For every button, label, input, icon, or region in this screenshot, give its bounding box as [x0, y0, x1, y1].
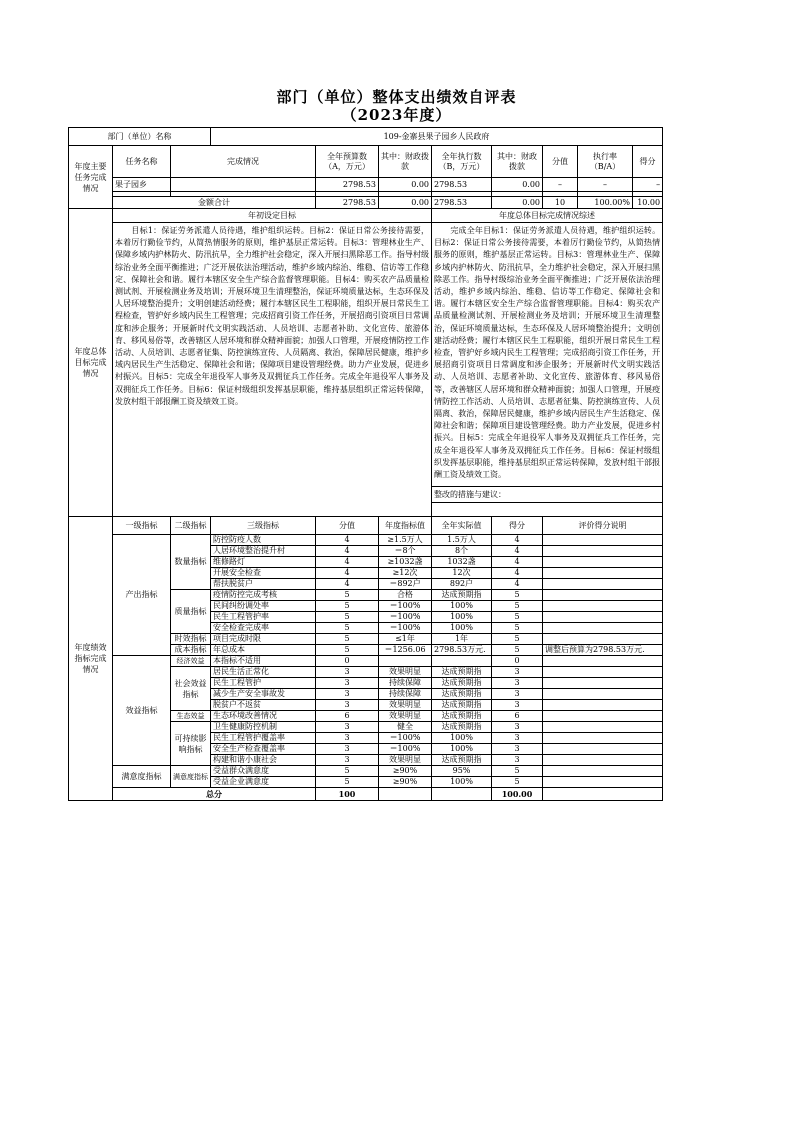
indicator-points: 5 [492, 590, 543, 601]
indicator-note [543, 546, 663, 557]
l2-label: 时效指标 [171, 634, 211, 645]
indicator-note [543, 590, 663, 601]
indicator-row [69, 656, 663, 667]
indicator-name: 疫情防控完成考核 [211, 590, 316, 601]
rectify-label: 整改的措施与建议： [432, 487, 663, 503]
indicator-actual: 95% [432, 766, 492, 777]
summary-row [69, 788, 663, 801]
indicator-score: 5 [316, 777, 379, 788]
indicator-note [543, 601, 663, 612]
dept-name: 109-金寨县果子园乡人民政府 [211, 128, 663, 146]
indicator-target: ＝100% [379, 623, 432, 634]
indicator-points: 6 [492, 711, 543, 722]
performance-table [68, 127, 663, 801]
indicator-score: 4 [316, 546, 379, 557]
indicator-note [543, 656, 663, 667]
summary-points: 100.00 [492, 788, 543, 801]
indicator-score: 5 [316, 601, 379, 612]
indicator-name: 民生工程管护率 [211, 612, 316, 623]
indicator-actual: 8个 [432, 546, 492, 557]
indicator-note [543, 755, 663, 766]
l2-label: 成本指标 [171, 645, 211, 656]
task-header-name: 任务名称 [113, 146, 171, 178]
indicator-score: 4 [316, 535, 379, 546]
indicator-actual: 1年 [432, 634, 492, 645]
l2-label: 生态效益 [171, 711, 211, 722]
indicator-score: 5 [316, 623, 379, 634]
indicator-score: 4 [316, 579, 379, 590]
task-header-exec-fiscal: 其中：财政拨款 [492, 146, 543, 178]
perf-header-score: 分值 [316, 517, 379, 535]
perf-header-note: 评价得分说明 [543, 517, 663, 535]
task-header-budget-fiscal: 其中：财政拨款 [379, 146, 432, 178]
indicator-note [543, 689, 663, 700]
total-score: 10 [543, 197, 578, 209]
goal-header-right: 年度总体目标完成情况综述 [432, 209, 663, 223]
indicator-score: 3 [316, 700, 379, 711]
indicator-score: 6 [316, 711, 379, 722]
indicator-points: 3 [492, 689, 543, 700]
indicator-actual: 892户 [432, 579, 492, 590]
indicator-score: 5 [316, 645, 379, 656]
indicator-actual: 达成预期指 [432, 755, 492, 766]
perf-header-actual: 全年实际值 [432, 517, 492, 535]
task-header-score: 分值 [543, 146, 578, 178]
indicator-score: 5 [316, 634, 379, 645]
indicator-target: 效果明显 [379, 700, 432, 711]
indicator-target: ≥1032盏 [379, 557, 432, 568]
indicator-actual: 100% [432, 623, 492, 634]
indicator-name: 居民生活正常化 [211, 667, 316, 678]
indicator-target: ＝100% [379, 744, 432, 755]
indicator-note: 调整后预算为2798.53万元. [543, 645, 663, 656]
indicator-target: ＝8个 [379, 546, 432, 557]
indicator-actual [432, 656, 492, 667]
indicator-score: 0 [316, 656, 379, 667]
indicator-points: 3 [492, 722, 543, 733]
task-section-label: 年度主要任务完成情况 [69, 146, 113, 209]
l1-label: 产出指标 [113, 535, 171, 656]
indicator-score: 3 [316, 744, 379, 755]
indicator-score: 5 [316, 766, 379, 777]
indicator-name: 卫生健康防控机制 [211, 722, 316, 733]
indicator-actual: 达成预期指 [432, 689, 492, 700]
indicator-score: 5 [316, 612, 379, 623]
indicator-target: ＝892户 [379, 579, 432, 590]
l2-label: 可持续影响指标 [171, 722, 211, 766]
indicator-points: 5 [492, 777, 543, 788]
indicator-points: 5 [492, 612, 543, 623]
dept-label: 部门（单位）名称 [69, 128, 211, 146]
indicator-actual: 达成预期指 [432, 700, 492, 711]
indicator-actual: 达成预期指 [432, 678, 492, 689]
indicator-name: 生态环境改善情况 [211, 711, 316, 722]
indicator-target: 持续保障 [379, 678, 432, 689]
indicator-score: 5 [316, 590, 379, 601]
indicator-target: ≤1年 [379, 634, 432, 645]
summary-score: 100 [316, 788, 379, 801]
indicator-row [69, 535, 663, 546]
task-header-exec: 全年执行数（B，万元） [432, 146, 492, 178]
indicator-name: 受益企业满意度 [211, 777, 316, 788]
indicator-name: 安全检查完成率 [211, 623, 316, 634]
indicator-note [543, 557, 663, 568]
indicator-points: 3 [492, 700, 543, 711]
task-row [69, 178, 663, 192]
indicator-actual: 2798.53万元. [432, 645, 492, 656]
indicator-score: 3 [316, 722, 379, 733]
indicator-points: 0 [492, 656, 543, 667]
indicator-actual: 达成预期指 [432, 590, 492, 601]
indicator-target [379, 656, 432, 667]
l2-label: 社会效益指标 [171, 667, 211, 711]
total-label: 金额合计 [113, 197, 316, 209]
indicator-name: 防控防疫人数 [211, 535, 316, 546]
l1-label: 效益指标 [113, 656, 171, 766]
indicator-target: ≥12次 [379, 568, 432, 579]
indicator-points: 5 [492, 766, 543, 777]
task-status [171, 178, 316, 192]
indicator-target: ＝100% [379, 612, 432, 623]
indicator-actual: 1.5万人 [432, 535, 492, 546]
perf-header-l2: 二级指标 [171, 517, 211, 535]
indicator-target: ≥90% [379, 766, 432, 777]
indicator-note [543, 766, 663, 777]
task-name: 果子园乡 [113, 178, 171, 192]
page-subtitle: （2023年度） [341, 106, 452, 124]
indicator-note [543, 623, 663, 634]
indicator-name: 脱贫户不返贫 [211, 700, 316, 711]
indicator-points: 5 [492, 645, 543, 656]
indicator-score: 3 [316, 689, 379, 700]
perf-header-row [69, 517, 663, 535]
total-exec: 2798.53 [432, 197, 492, 209]
perf-section-label: 年度绩效指标完成情况 [69, 517, 113, 801]
task-exec-fiscal: 0.00 [492, 178, 543, 192]
indicator-points: 4 [492, 568, 543, 579]
indicator-actual: 100% [432, 612, 492, 623]
task-points: – [633, 178, 663, 192]
l1-label: 满意度指标 [113, 766, 171, 788]
summary-label: 总分 [113, 788, 316, 801]
indicator-points: 4 [492, 579, 543, 590]
indicator-score: 3 [316, 733, 379, 744]
task-score: – [543, 178, 578, 192]
indicator-score: 3 [316, 678, 379, 689]
task-header-rate: 执行率（B/A） [578, 146, 633, 178]
indicator-points: 5 [492, 623, 543, 634]
indicator-target: 效果明显 [379, 755, 432, 766]
indicator-points: 5 [492, 601, 543, 612]
indicator-actual: 12次 [432, 568, 492, 579]
indicator-actual: 达成预期指 [432, 667, 492, 678]
indicator-name: 安全生产检查覆盖率 [211, 744, 316, 755]
indicator-name: 民生工程管护覆盖率 [211, 733, 316, 744]
indicator-actual: 100% [432, 744, 492, 755]
indicator-target: ＝100% [379, 601, 432, 612]
indicator-row [69, 766, 663, 777]
indicator-points: 5 [492, 634, 543, 645]
indicator-note [543, 612, 663, 623]
perf-header-l1: 一级指标 [113, 517, 171, 535]
goal-header-left: 年初设定目标 [113, 209, 432, 223]
indicator-name: 受益群众满意度 [211, 766, 316, 777]
total-exec-fiscal: 0.00 [492, 197, 543, 209]
indicator-note [543, 733, 663, 744]
indicator-name: 构建和谐小康社会 [211, 755, 316, 766]
total-rate: 100.00% [578, 197, 633, 209]
indicator-target: 效果明显 [379, 667, 432, 678]
indicator-note [543, 777, 663, 788]
indicator-target: 合格 [379, 590, 432, 601]
total-row [69, 197, 663, 209]
indicator-points: 3 [492, 678, 543, 689]
indicator-name: 维修路灯 [211, 557, 316, 568]
indicator-points: 3 [492, 667, 543, 678]
total-points: 10.00 [633, 197, 663, 209]
indicator-target: ＝1256.06 [379, 645, 432, 656]
indicator-points: 4 [492, 546, 543, 557]
goal-body-row [69, 223, 663, 487]
indicator-note [543, 634, 663, 645]
task-budget: 2798.53 [316, 178, 379, 192]
indicator-actual: 100% [432, 733, 492, 744]
indicator-points: 4 [492, 557, 543, 568]
indicator-name: 减少生产安全事故发 [211, 689, 316, 700]
indicator-name: 人居环境整治提升村 [211, 546, 316, 557]
l2-label: 质量指标 [171, 590, 211, 634]
goal-text-left: 目标1：保证劳务派遣人员待遇，维护组织运转。目标2：保证日常公务接待需要，本着厉行勤俭节约，从简热情服务的原则，维护基层正常运转。目标3：管理林业生产、保障乡域内护林防火、防汛抗旱，全力维护社会稳定，深入开展扫黑除恶工作。指导村级综治业务全面平衡推进；广泛开展依法治理活动，维护乡域内综治、维稳、信访等工作稳定、保障社会和谐。履行本辖区安全生产综合监督管理职能。目标4：购买农产品质量检测试剂、开展检测业务及培训；开展环境卫生清理整治，保证环境质量达标，生态环保及人居环境整治提升；文明创建活动经费；履行本辖区民生工程职能，组织开展日常民生工程检查，管护好乡域内民生工程管理；完成招商引资工作任务，开展招商引资项目日常调度和涉企服务；开展新时代文明实践活动、人员培训、志愿者补助、文化宣传、旅游体育、移风易俗等，改善辖区人居环境和群众精神面貌；加强人口管理，开展疫情防控工作活动、人员培训、志愿者征集、防控演练宣传、人员隔离、救治，保障居民健康，维护乡域内居民生产生活稳定、保障社会和谐；保障项目建设管理经费。助力产业发展，促进乡村振兴。目标5：完成全年退役军人事务及双拥征兵工作任务。完成全年退役军人事务及双拥征兵工作任务。目标6：保证村级组织发挥基层职能，维持基层组织正常运转保障，发放村组干部报酬工资及绩效工资。 [113, 223, 432, 517]
perf-header-l3: 三级指标 [211, 517, 316, 535]
indicator-note [543, 678, 663, 689]
indicator-note [543, 700, 663, 711]
indicator-note [543, 711, 663, 722]
task-header-budget: 全年预算数（A，万元） [316, 146, 379, 178]
indicator-actual: 100% [432, 777, 492, 788]
perf-header-target: 年度指标值 [379, 517, 432, 535]
indicator-name: 民生工程管护 [211, 678, 316, 689]
indicator-note [543, 535, 663, 546]
total-budget: 2798.53 [316, 197, 379, 209]
indicator-name: 年总成本 [211, 645, 316, 656]
indicator-actual: 达成预期指 [432, 722, 492, 733]
indicator-actual: 达成预期指 [432, 711, 492, 722]
indicator-note [543, 722, 663, 733]
indicator-score: 4 [316, 557, 379, 568]
indicator-note [543, 579, 663, 590]
task-header-points: 得分 [633, 146, 663, 178]
indicator-score: 3 [316, 755, 379, 766]
task-header-row [69, 146, 663, 178]
indicator-score: 3 [316, 667, 379, 678]
indicator-target: ＝100% [379, 733, 432, 744]
indicator-actual: 100% [432, 601, 492, 612]
indicator-note [543, 667, 663, 678]
task-exec: 2798.53 [432, 178, 492, 192]
task-rate: – [578, 178, 633, 192]
indicator-name: 本指标不适用 [211, 656, 316, 667]
indicator-name: 民间纠纷调处率 [211, 601, 316, 612]
indicator-name: 帮扶脱贫户 [211, 579, 316, 590]
indicator-note [543, 744, 663, 755]
indicator-note [543, 568, 663, 579]
l2-label: 满意度指标 [171, 766, 211, 788]
indicator-name: 开展安全检查 [211, 568, 316, 579]
l2-label: 经济效益 [171, 656, 211, 667]
indicator-target: ≥1.5万人 [379, 535, 432, 546]
perf-header-points: 得分 [492, 517, 543, 535]
indicator-actual: 1032盏 [432, 557, 492, 568]
indicator-target: 持续保障 [379, 689, 432, 700]
indicator-points: 3 [492, 733, 543, 744]
indicator-points: 4 [492, 535, 543, 546]
total-budget-fiscal: 0.00 [379, 197, 432, 209]
indicator-score: 4 [316, 568, 379, 579]
l2-label: 数量指标 [171, 535, 211, 590]
indicator-target: 效果明显 [379, 711, 432, 722]
page-title: 部门（单位）整体支出绩效自评表 [276, 88, 517, 106]
indicator-target: ≥90% [379, 777, 432, 788]
task-header-status: 完成情况 [171, 146, 316, 178]
task-budget-fiscal: 0.00 [379, 178, 432, 192]
indicator-name: 项目完成时限 [211, 634, 316, 645]
indicator-points: 3 [492, 744, 543, 755]
goal-text-right: 完成全年目标1：保证劳务派遣人员待遇，维护组织运转。目标2：保证日常公务接待需要，本着厉行勤俭节约，从简热情服务的原则，维护基层正常运转。目标3：管理林业生产、保障乡域内护林防火、防汛抗旱，全力维护社会稳定，深入开展扫黑除恶工作。指导村级综治业务全面平衡推进；广泛开展依法治理活动，维护乡域内综治、维稳、信访等工作稳定、保障社会和谐。履行本辖区安全生产综合监督管理职能。目标4：购买农产品质量检测试剂、开展检测业务及培训；开展环境卫生清理整治，保证环境质量达标，生态环保及人居环境整治提升；文明创建活动经费；履行本辖区民生工程职能，组织开展日常民生工程检查，管护好乡域内民生工程管理；完成招商引资工作任务，开展招商引资项目日常调度和涉企服务；开展新时代文明实践活动、人员培训、志愿者补助、文化宣传、旅游体育、移风易俗等，改善辖区人居环境和群众精神面貌；加强人口管理，开展疫情防控工作活动、人员培训、志愿者征集、防控演练宣传、人员隔离、救治，保障居民健康，维护乡域内居民生产生活稳定、保障社会和谐；保障项目建设管理经费。助力产业发展，促进乡村振兴。目标5：完成全年退役军人事务及双拥征兵工作任务，完成全年退役军人事务及双拥征兵工作任务。目标6：保证村级组织发挥基层职能，维持基层组织正常运转保障，发放村组干部报酬工资及绩效工资。 [432, 223, 663, 487]
goal-header-row [69, 209, 663, 223]
indicator-target: 健全 [379, 722, 432, 733]
dept-row [69, 128, 663, 146]
indicator-points: 3 [492, 755, 543, 766]
goal-section-label: 年度总体目标完成情况 [69, 209, 113, 517]
